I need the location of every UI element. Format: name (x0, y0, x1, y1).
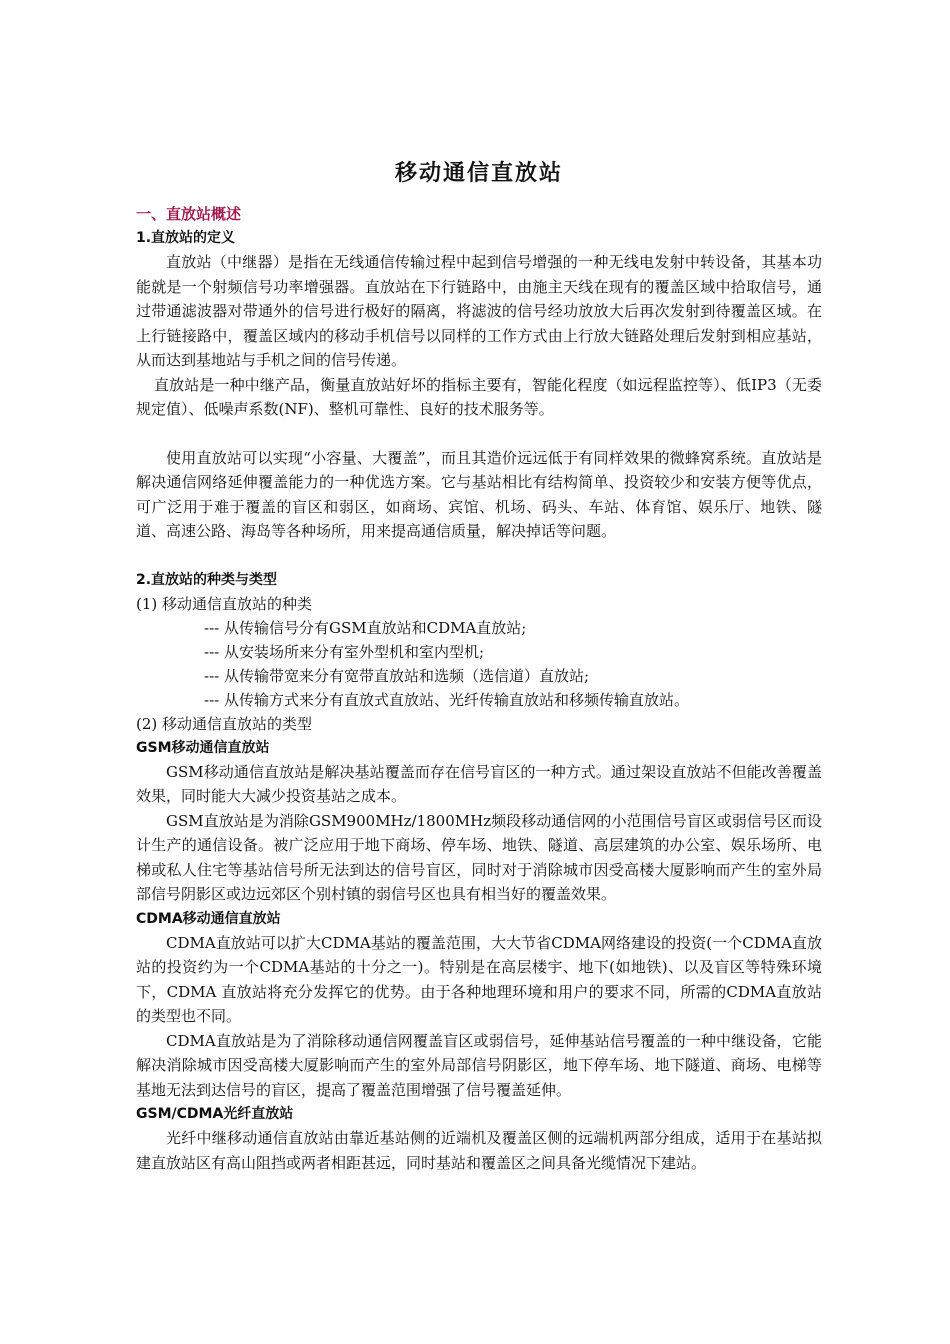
heading-gsm-repeater: GSM移动通信直放站 (136, 739, 270, 756)
heading-cdma-repeater: CDMA移动通信直放站 (136, 910, 281, 927)
list-item: --- 从传输方式来分有直放式直放站、光纤传输直放站和移频传输直放站。 (204, 690, 689, 709)
paragraph-gsm-detail: GSM直放站是为消除GSM900MHz/1800MHz频段移动通信网的小范围信号盲区或弱信号区而设计生产的通信设备。被广泛应用于地下商场、停车场、地铁、隧道、高层建筑的办公室、娱乐场所、电梯或私人住宅等基站信号所无法到达的信号盲区，同时对于消除城市因受高楼大厦影响而产生的室外局部信号阴影区或边远郊区个别村镇的弱信号区也具有相当好的覆盖效果。 (136, 811, 822, 903)
paragraph-fiber: 光纤中继移动通信直放站由靠近基站侧的近端机及覆盖区侧的远端机两部分组成，适用于在基站拟建直放站区有高山阻挡或两者相距甚远，同时基站和覆盖区之间具备光缆情况下建站。 (136, 1129, 822, 1172)
paragraph-metrics: 直放站是一种中继产品，衡量直放站好坏的指标主要有，智能化程度（如远程监控等）、低IP3（无委规定值）、低噪声系数(NF)、整机可靠性、良好的技术服务等。 (136, 375, 822, 418)
document-title: 移动通信直放站 (394, 160, 563, 186)
section-heading-overview: 一、直放站概述 (136, 205, 242, 223)
document-page (136, 150, 822, 1175)
list-heading-kinds: (1) 移动通信直放站的种类 (136, 594, 313, 613)
paragraph-gap (136, 422, 822, 446)
paragraph-cdma-intro: CDMA直放站可以扩大CDMA基站的覆盖范围，大大节省CDMA网络建设的投资(一个CDMA直放站的投资约为一个CDMA基站的十分之一)。特别是在高层楼宇、地下(如地铁)、以及盲区等特殊环境下，CDMA 直放站将充分发挥它的优势。由于各种地理环境和用户的要求不同，所需的CDMA直放站的类型也不同。 (136, 933, 822, 1025)
subsection-heading-definition: 1.直放站的定义 (136, 230, 236, 246)
paragraph-definition: 直放站（中继器）是指在无线通信传输过程中起到信号增强的一种无线电发射中转设备，其基本功能就是一个射频信号功率增强器。直放站在下行链路中，由施主天线在现有的覆盖区域中拾取信号，通过带通滤波器对带通外的信号进行极好的隔离，将滤波的信号经功放放大后再次发射到待覆盖区域。在上行链接路中，覆盖区域内的移动手机信号以同样的工作方式由上行放大链路处理后发射到相应基站，从而达到基地站与手机之间的信号传递。 (136, 253, 822, 369)
paragraph-cdma-detail: CDMA直放站是为了消除移动通信网覆盖盲区或弱信号，延伸基站信号覆盖的一种中继设备，它能解决消除城市因受高楼大厦影响而产生的室外局部信号阴影区，地下停车场、地下隧道、商场、电梯等基地无法到达信号的盲区，提高了覆盖范围增强了信号覆盖延伸。 (136, 1031, 822, 1099)
paragraph-gap (136, 544, 822, 568)
paragraph-advantages: 使用直放站可以实现“小容量、大覆盖”，而且其造价远远低于有同样效果的微蜂窝系统。直放站是解决通信网络延伸覆盖能力的一种优选方案。它与基站相比有结构简单、投资较少和安装方便等优点，可广泛用于难于覆盖的盲区和弱区，如商场、宾馆、机场、码头、车站、体育馆、娱乐厅、地铁、隧道、高速公路、海岛等各种场所，用来提高通信质量，解决掉话等问题。 (136, 448, 822, 540)
paragraph-gsm-intro: GSM移动通信直放站是解决基站覆盖而存在信号盲区的一种方式。通过架设直放站不但能改善覆盖效果，同时能大大减少投资基站之成本。 (136, 762, 822, 805)
list-heading-types: (2) 移动通信直放站的类型 (136, 714, 313, 733)
list-item: --- 从传输信号分有GSM直放站和CDMA直放站; (204, 618, 527, 637)
list-item: --- 从安装场所来分有室外型机和室内型机; (204, 642, 485, 661)
list-item: --- 从传输带宽来分有宽带直放站和选频（选信道）直放站; (204, 666, 590, 685)
subsection-heading-types: 2.直放站的种类与类型 (136, 571, 278, 588)
heading-fiber-repeater: GSM/CDMA光纤直放站 (136, 1106, 294, 1122)
